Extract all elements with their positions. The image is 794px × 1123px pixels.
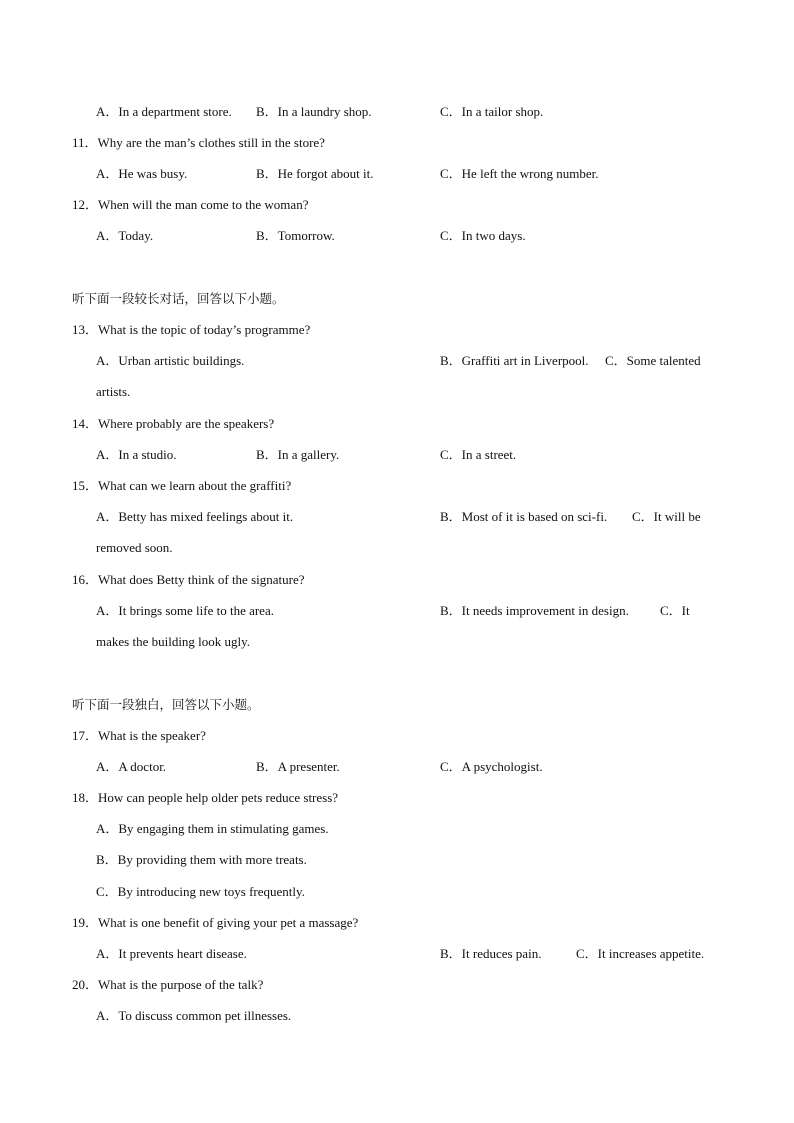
q16-stem: 16．What does Betty think of the signature? — [72, 572, 305, 587]
q11-option-c: C．He left the wrong number. — [440, 166, 599, 181]
q18-option-c: C．By introducing new toys frequently. — [96, 884, 305, 899]
q18-option-b: B．By providing them with more treats. — [96, 852, 307, 867]
q13-option-b: B．Graffiti art in Liverpool. — [440, 353, 589, 368]
section-instruction-monologue: 听下面一段独白，回答以下小题。 — [72, 697, 260, 712]
q12-stem: 12．When will the man come to the woman? — [72, 197, 309, 212]
q14-option-b: B．In a gallery. — [256, 447, 340, 462]
q10-option-c: C．In a tailor shop. — [440, 104, 544, 119]
q15-option-c-continued: removed soon. — [96, 540, 173, 555]
q15-option-c: C．It will be — [632, 509, 701, 524]
q10-option-b: B．In a laundry shop. — [256, 104, 372, 119]
q18-stem: 18．How can people help older pets reduce stress? — [72, 790, 339, 805]
q10-option-a: A．In a department store. — [96, 104, 232, 119]
q15-option-b: B．Most of it is based on sci-fi. — [440, 509, 608, 524]
q13-option-c: C．Some talented — [605, 353, 701, 368]
q16-option-a: A．It brings some life to the area. — [96, 603, 274, 618]
q15-stem: 15．What can we learn about the graffiti? — [72, 478, 292, 493]
q14-option-c: C．In a street. — [440, 447, 517, 462]
q16-option-b: B．It needs improvement in design. — [440, 603, 629, 618]
q14-stem: 14．Where probably are the speakers? — [72, 416, 275, 431]
q13-option-a: A．Urban artistic buildings. — [96, 353, 245, 368]
q19-option-c: C．It increases appetite. — [576, 946, 705, 961]
q14-option-a: A．In a studio. — [96, 447, 177, 462]
q11-option-a: A．He was busy. — [96, 166, 188, 181]
q19-stem: 19．What is one benefit of giving your pet a massage? — [72, 915, 359, 930]
q12-option-b: B．Tomorrow. — [256, 228, 335, 243]
q11-stem: 11．Why are the man’s clothes still in the store? — [72, 135, 325, 150]
q13-option-c-continued: artists. — [96, 384, 131, 399]
section-instruction-dialogue: 听下面一段较长对话，回答以下小题。 — [72, 291, 285, 306]
q13-stem: 13．What is the topic of today’s programme? — [72, 322, 311, 337]
q16-option-c-continued: makes the building look ugly. — [96, 634, 251, 649]
q19-option-b: B．It reduces pain. — [440, 946, 542, 961]
q20-stem: 20．What is the purpose of the talk? — [72, 977, 264, 992]
q15-option-a: A．Betty has mixed feelings about it. — [96, 509, 294, 524]
q12-option-c: C．In two days. — [440, 228, 526, 243]
q11-option-b: B．He forgot about it. — [256, 166, 374, 181]
q17-option-a: A．A doctor. — [96, 759, 167, 774]
q12-option-a: A．Today. — [96, 228, 154, 243]
q19-option-a: A．It prevents heart disease. — [96, 946, 247, 961]
q17-option-c: C．A psychologist. — [440, 759, 543, 774]
q18-option-a: A．By engaging them in stimulating games. — [96, 821, 329, 836]
q16-option-c: C．It — [660, 603, 690, 618]
q17-stem: 17．What is the speaker? — [72, 728, 206, 743]
q20-option-a: A．To discuss common pet illnesses. — [96, 1008, 292, 1023]
q17-option-b: B．A presenter. — [256, 759, 340, 774]
